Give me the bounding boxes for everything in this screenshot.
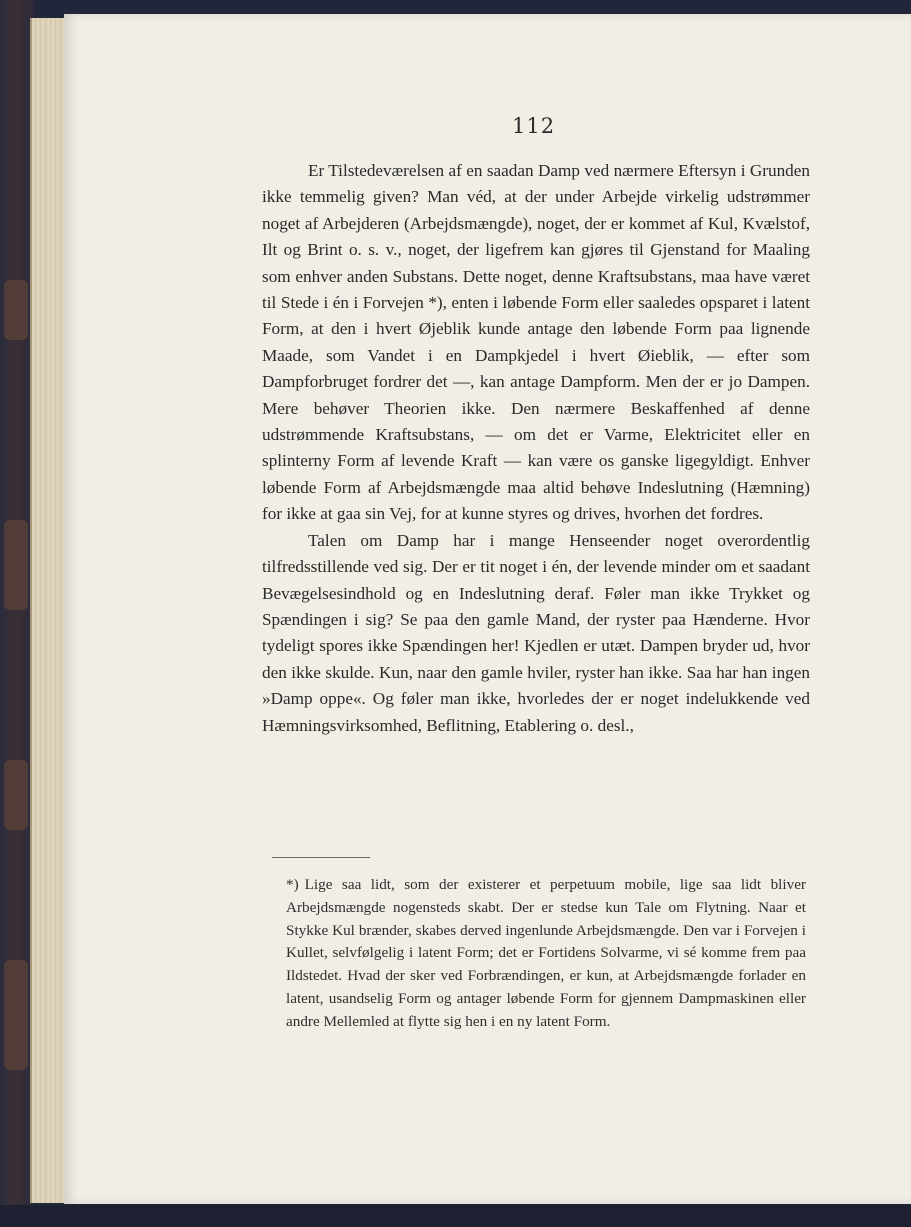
footnote-divider [272,857,370,858]
marbled-pattern [4,760,28,830]
marbled-pattern [4,960,28,1070]
footnote-text: Lige saa lidt, som der existerer et perpetuum mobile, lige saa lidt bliver Arbejdsmængde nogensteds skabt. Der er stedse kun Tale om Flytning. Naar et Stykke Kul brænder, skabes derved ingenlunde Arbejdsmængde. Den var i Forvejen i Kullet, selvfølgelig i latent Form; det er Fortidens Solvarme, vi sé komme frem paa Ildstedet. Hvad der sker ved Forbrændingen, er kun, at Arbejdsmængde forlader en latent, usandselig Form og antager løbende Form for gjennem Dampmaskinen eller andre Mellemled at flytte sig hen i en ny latent Form. [286,876,806,1030]
marbled-pattern [4,520,28,610]
book-cover-edge [0,0,34,1227]
body-text [262,158,810,739]
paragraph: Talen om Damp har i mange Henseender noget overordentlig tilfredsstillende ved sig. Der er tit noget i én, der levende minder om et saadant Bevægelsesindhold og en Indeslutning deraf. Føler man ikke Trykket og Spændingen i sig? Se paa den gamle Mand, der ryster paa Hænderne. Hvor tydeligt spores ikke Spændingen her! Kjedlen er utæt. Dampen bryder ud, hvor den ikke skulde. Kun, naar den gamle hviler, ryster han ikke. Saa har han ingen »Damp oppe«. Og føler man ikke, hvorledes der er noget indelukkende ved Hæmningsvirksomhed, Beflitning, Etablering o. desl., [262,530,810,735]
marbled-pattern [4,280,28,340]
scan-bottom-margin [0,1205,911,1227]
footnote [286,874,806,1034]
paragraph: Er Tilstedeværelsen af en saadan Damp ved nærmere Eftersyn i Grunden ikke temmelig given? Man véd, at der under Arbejde virkelig udstrømmer noget af Arbejderen (Arbejdsmængde), noget, der er kommet af Kul, Kvælstof, Ilt og Brint o. s. v., noget, der ligefrem kan gjøres til Gjenstand for Maaling som enhver anden Substans. Dette noget, denne Kraftsubstans, maa have været til Stede i én i Forvejen *), enten i løbende Form eller saaledes opsparet i latent Form, at den i hvert Øjeblik kunde antage den løbende Form paa lignende Maade, som Vandet i en Dampkjedel i hvert Øieblik, — efter som Dampforbruget fordrer det —, kan antage Dampform. Men der er jo Dampen. Mere behøver Theorien ikke. Den nærmere Beskaffenhed af denne udstrømmende Kraftsubstans, — om det er Varme, Elektricitet eller en splinterny Form af levende Kraft — kan være os ganske ligegyldigt. Enhver løbende Form af Arbejdsmængde maa altid behøve Indeslutning (Hæmning) for ikke at gaa sin Vej, for at kunne styres og drives, hvorhen det fordres. [262,161,810,524]
page-stack-edge [30,18,68,1203]
footnote-mark: *) [286,876,299,893]
page-number: 112 [512,114,556,138]
